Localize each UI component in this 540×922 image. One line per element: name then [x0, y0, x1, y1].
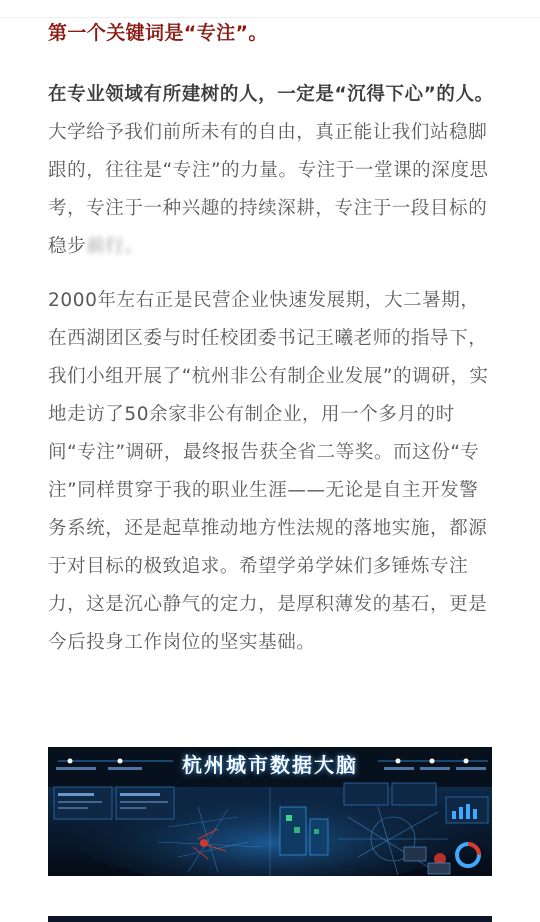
- paragraph-1-lead: 在专业领域有所建树的人，一定是“沉得下心”的人。: [48, 84, 494, 105]
- paragraph-2: 2000年左右正是民营企业快速发展期，大二暑期，在西湖团区委与时任校团委书记王曦老师的指导下，我们小组开展了“杭州非公有制企业发展”的调研，实地走访了50余家非公有制企业，用一个多月的时间“专注”调研，最终报告获全省二等奖。而这份“专注”同样贯穿于我的职业生涯——无论是自主开发警务系统，还是起草推动地方性法规的落地实施，都源于对目标的极致追求。希望学弟学妹们多锤炼专注力，这是沉心静气的定力，是厚积薄发的基石，更是今后投身工作岗位的坚实基础。: [48, 290, 489, 653]
- next-photo-edge: [48, 916, 492, 922]
- figure-title: 杭州城市数据大脑: [182, 753, 358, 777]
- paragraph-1-body: 大学给予我们前所未有的自由，真正能让我们站稳脚跟的，往往是“专注”的力量。专注于一堂课的深度思考，专注于一种兴趣的持续深耕，专注于一段目标的稳步: [48, 122, 489, 257]
- paragraph-1: [48, 76, 494, 266]
- section-heading: 第一个关键词是“专注”。: [48, 22, 268, 44]
- article-body: [48, 14, 494, 662]
- paragraph-1-obscured: 前行。: [86, 236, 144, 257]
- city-brain-photo[interactable]: [48, 747, 492, 876]
